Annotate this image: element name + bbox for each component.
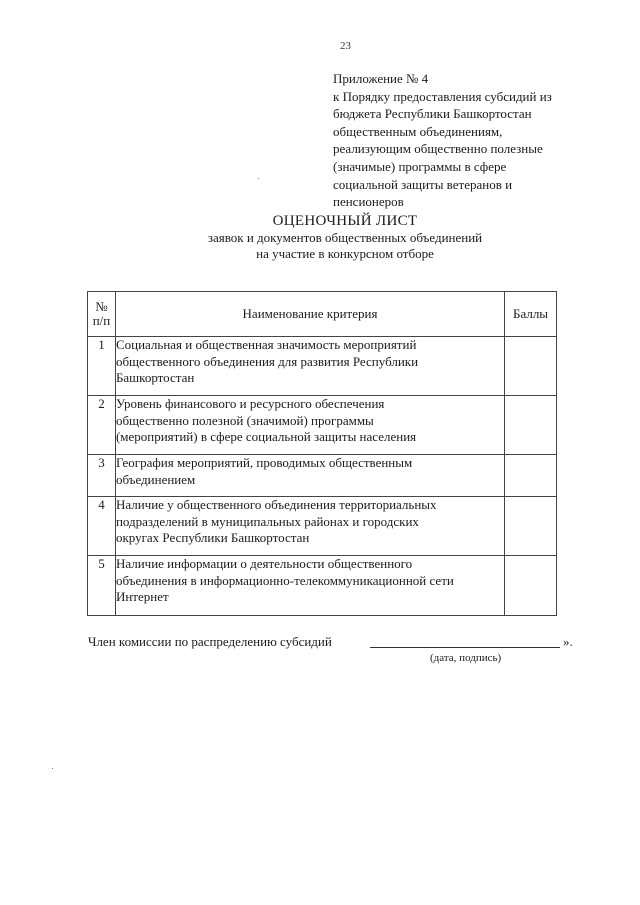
signature-label: Член комиссии по распределению субсидий [88,634,332,649]
document-subtitle-line-2: на участие в конкурсном отборе [256,246,434,261]
score-cell[interactable] [505,455,557,497]
signature-hint: (дата, подпись) [430,652,502,664]
criterion-line: Социальная и общественная значимость мероприятий [115,337,417,352]
appendix-line: (значимые) программы в сфере [333,158,507,174]
criterion-name [115,337,504,396]
row-number: 1 [88,337,116,396]
criterion-line: подразделений в муниципальных районах и городских [115,513,419,529]
criterion-line: Наличие у общественного объединения территориальных [115,497,437,512]
signature-closing: ». [563,634,573,649]
document-title: ОЦЕНОЧНЫЙ ЛИСТ [272,213,418,229]
scan-speck [52,768,53,769]
criterion-name [115,455,504,497]
header-number-symbol: № [95,299,108,314]
criterion-line: общественно полезной (значимой) программы [115,412,374,428]
criterion-line: округах Республики Башкортостан [115,530,310,545]
score-cell[interactable] [505,497,557,556]
table-header-row [88,292,557,337]
score-cell[interactable] [505,337,557,396]
appendix-line: общественным объединениям, [333,123,503,139]
row-number: 2 [88,396,116,455]
table-row [88,497,557,556]
signature-line[interactable] [370,647,560,648]
appendix-line: Приложение № 4 [333,71,429,86]
table-row [88,556,557,616]
criterion-name [115,497,504,556]
criterion-line: объединения в информационно-телекоммуникационной сети [115,572,454,588]
appendix-header [333,70,593,211]
appendix-line: социальной защиты ветеранов и [333,176,513,192]
appendix-line: пенсионеров [333,194,404,210]
criterion-line: объединением [115,471,196,487]
row-number: 3 [88,455,116,497]
criterion-line: Уровень финансового и ресурсного обеспечения [115,396,385,411]
table-row [88,337,557,396]
header-number-abbr: п/п [92,313,111,328]
document-subtitle-line-1: заявок и документов общественных объединений [207,230,483,245]
criteria-table [87,291,557,616]
appendix-line: бюджета Республики Башкортостан [333,106,532,122]
criterion-line: Башкортостан [115,370,195,385]
criterion-line: Интернет [115,589,169,604]
criterion-name [115,556,504,616]
header-criterion-name: Наименование критерия [115,292,504,337]
header-score: Баллы [505,292,557,337]
table-row [88,396,557,455]
score-cell[interactable] [505,396,557,455]
score-cell[interactable] [505,556,557,616]
header-number [88,292,116,337]
appendix-line: реализующим общественно полезные [333,141,543,157]
criterion-name [115,396,504,455]
criterion-line: География мероприятий, проводимых общественным [115,455,413,470]
scan-speck [258,178,259,179]
table-row [88,455,557,497]
page-number: 23 [340,40,351,52]
document-title-block [150,212,540,262]
row-number: 4 [88,497,116,556]
appendix-line: к Порядку предоставления субсидий из [333,88,552,104]
criterion-line: Наличие информации о деятельности общественного [115,556,413,571]
criterion-line: (мероприятий) в сфере социальной защиты населения [115,429,417,444]
row-number: 5 [88,556,116,616]
criterion-line: общественного объединения для развития Республики [115,353,419,369]
